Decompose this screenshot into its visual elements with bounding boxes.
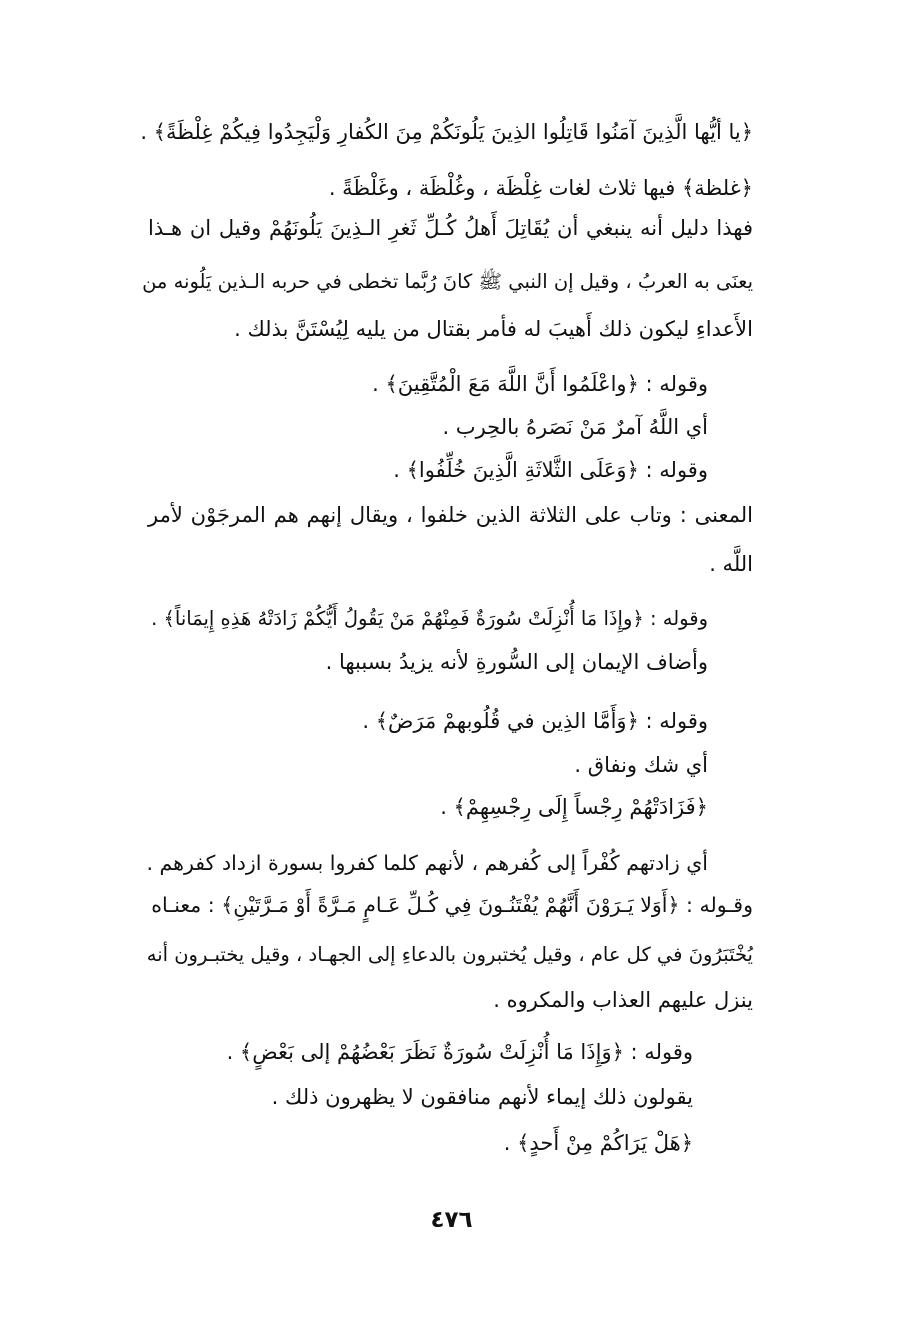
text-line: فهذا دليل أنه ينبغي أن يُقَاتِلَ أَهلُ كُـلِّ ثَغرِ الـذِينَ يَلُونَهُمْ وقيل ان هـذا	[148, 216, 753, 240]
text-line: المعنى : وتاب على الثلاثة الذين خلفوا ، ويقال إنهم هم المرجَوْن لأمر	[148, 503, 753, 527]
verse-line: ﴿هَلْ يَرَاكُمْ مِنْ أَحدٍ﴾ .	[503, 1131, 693, 1155]
text-line: يُخْتَبَرُونَ في كل عام ، وقيل يُختبرون بالدعاءِ إلى الجهـاد ، وقيل يختبـرون أنه	[146, 943, 753, 966]
text-line: يعنَى به العربُ ، وقيل إن النبي ﷺ كانَ رُبَّما تخطى في حربه الـذين يَلُونه من	[142, 270, 753, 293]
text-line: الأَعداءِ ليكون ذلك أَهيبَ له فأمر بقتال من يليه لِيُسْتَنَّ بذلك .	[234, 317, 753, 341]
text-line: وقوله : ﴿وَعَلَى الثَّلاثَةِ الَّذِينَ خُلِّفُوا﴾ .	[393, 458, 708, 482]
text-line: اللَّه .	[709, 552, 753, 576]
verse-line: وقوله : ﴿وَأَمَّا الذِين في قُلُوبهمْ مَرَضٌ﴾ .	[362, 709, 708, 733]
verse-line: ﴿فَزَادَتْهُمْ رِجْساً إِلَى رِجْسِهِمْ﴾ .	[440, 795, 708, 819]
text-line: وقـوله : ﴿أَوَلا يَـرَوْنَ أَنَّهُمْ يُفْتَنُـونَ فِي كُـلِّ عَـامٍ مَـرَّةً أَوْ مَـرَّتَيْنِ﴾ : معنـاه	[151, 893, 753, 917]
text-line: أي اللَّهُ آمرٌ مَنْ نَصَرهُ بالحِرب .	[442, 415, 708, 439]
verse-line: وقوله : ﴿وإِذَا مَا أُنْزِلَتْ سُورَةٌ فَمِنْهُمْ مَنْ يَقُولُ أَيُّكُمْ زَادَتْهُ هَذِهِ إِيمَاناً﴾ .	[151, 607, 708, 630]
text-line: وأضاف الإيمان إلى السُّورةِ لأنه يزيدُ بسببها .	[325, 650, 708, 674]
text-line: ينزل عليهم العذاب والمكروه .	[493, 988, 753, 1012]
verse-line: ﴿يا أيُّها الَّذِينَ آمَنُوا قَاتِلُوا الذِينَ يَلُونَكُمْ مِنَ الكُفارِ وَلْيَجِدُوا فِيكُمْ غِلْظَةً﴾ .	[140, 120, 753, 144]
verse-line: وقوله : ﴿وَإِذَا مَا أُنْزِلَتْ سُورَةٌ نَظَرَ بَعْضُهُمْ إلى بَعْضٍ﴾ .	[226, 1040, 693, 1064]
text-line: يقولون ذلك إيماء لأنهم منافقون لا يظهرون ذلك .	[271, 1085, 693, 1109]
text-line: أي شك ونفاق .	[574, 753, 708, 777]
text-line: وقوله : ﴿واعْلَمُوا أَنَّ اللَّهَ مَعَ الْمُتَّقِينَ﴾ .	[372, 372, 708, 396]
page-number: ٤٧٦	[430, 1207, 473, 1233]
text-line: أي زادتهم كُفْراً إلى كُفرهم ، لأنهم كلما كفروا بسورة ازداد كفرهم .	[146, 851, 708, 875]
text-line: ﴿غلظة﴾ فيها ثلاث لغات غِلْظَة ، وغُلْظَة ، وغَلْظَةً .	[328, 176, 753, 200]
